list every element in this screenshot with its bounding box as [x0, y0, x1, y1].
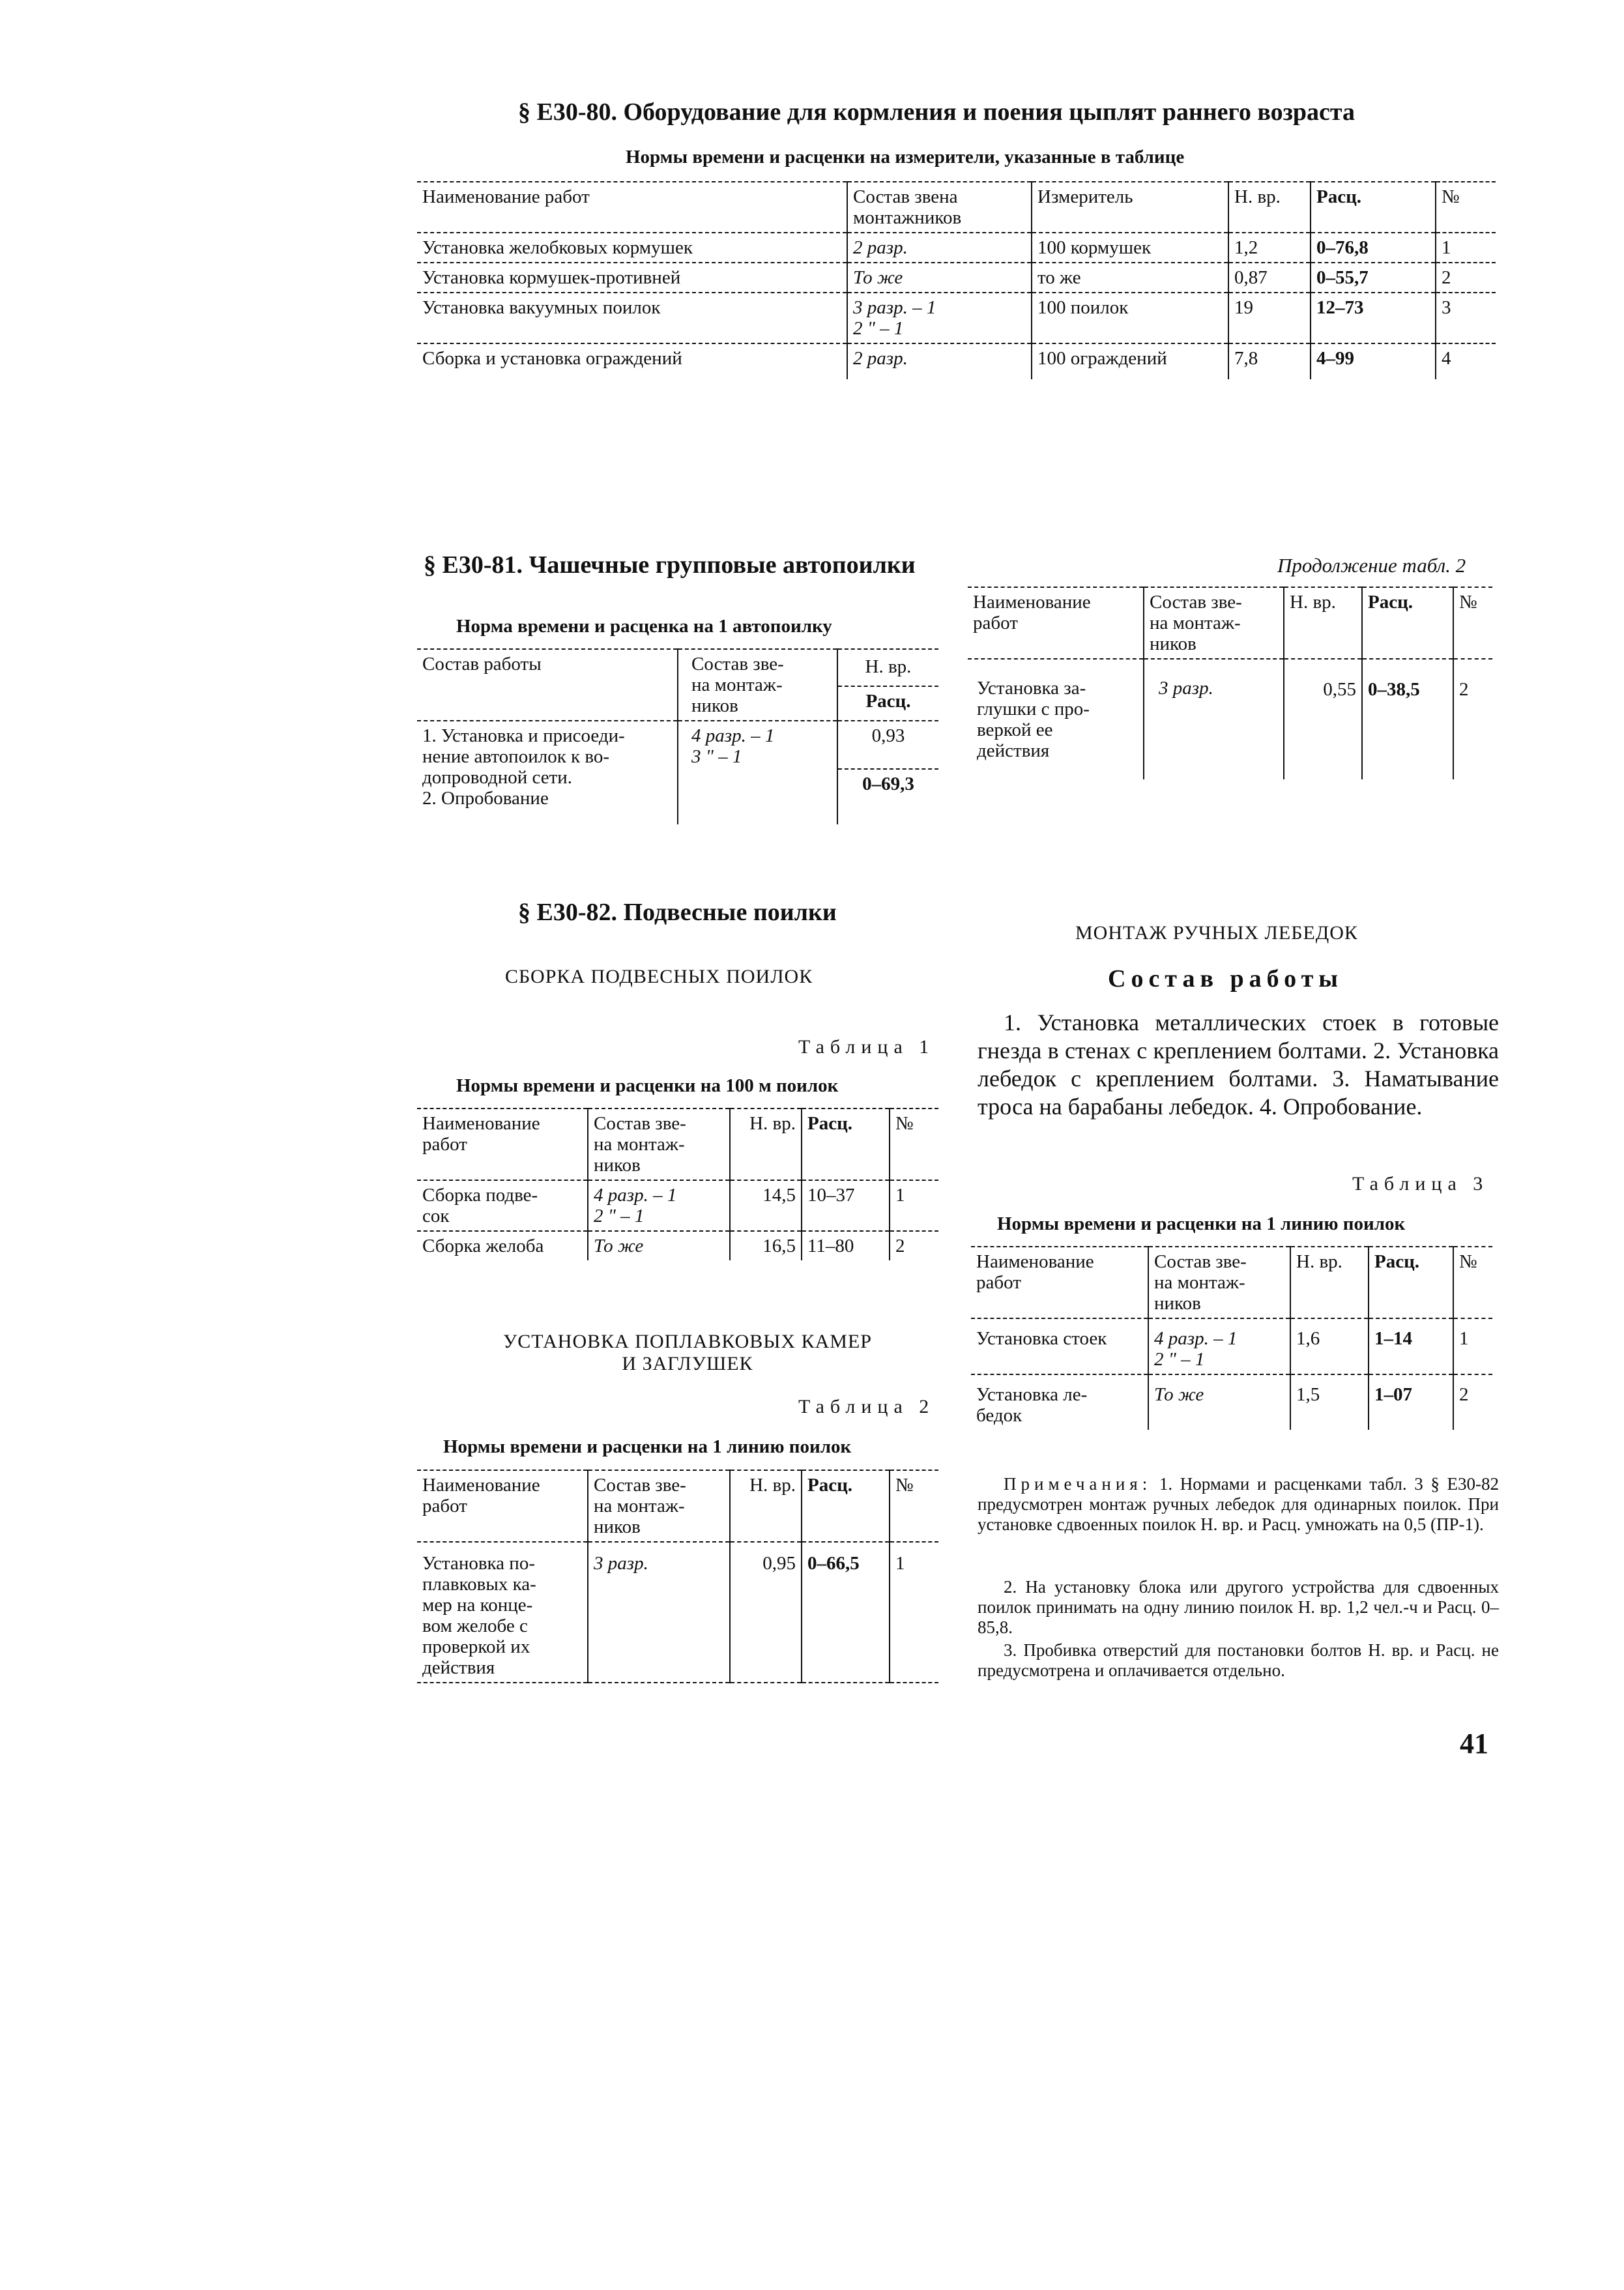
cell: 0–38,5	[1362, 659, 1453, 779]
header-cell: Н. вр.	[730, 1109, 802, 1180]
header-cell: Расц.	[837, 686, 938, 721]
cell: 1,6	[1290, 1318, 1369, 1374]
table-row	[417, 293, 1496, 343]
page-number: 41	[1460, 1728, 1488, 1760]
table-row	[417, 1542, 938, 1683]
table-continuation-2	[968, 587, 1492, 779]
header-cell: Расц.	[802, 1470, 890, 1542]
table-row	[417, 1180, 938, 1231]
section-e30-80-caption: Нормы времени и расценки на измерители, указанные в таблице	[626, 147, 1185, 167]
cell: 0–55,7	[1311, 263, 1436, 293]
header-cell: Расц.	[1369, 1247, 1453, 1318]
cell: 1–14	[1369, 1318, 1453, 1374]
header-cell: Расц.	[1362, 587, 1453, 659]
header-cell: Н. вр.	[1284, 587, 1362, 659]
table-row	[417, 721, 938, 769]
cell: 0–76,8	[1311, 233, 1436, 263]
note-3: 3. Пробивка отверстий для постановки болтов Н. вр. и Расц. не предусмотрена и оплачивается отдельно.	[978, 1640, 1499, 1680]
table-1	[417, 1108, 938, 1260]
table-row	[971, 1318, 1492, 1374]
cell: 4 разр. – 1 2 " – 1	[1148, 1318, 1290, 1374]
header-cell: Расц.	[1311, 182, 1436, 233]
cell: Сборка и установка ограждений	[417, 343, 847, 379]
table-row	[417, 263, 1496, 293]
section-e30-80-title: § Е30-80. Оборудование для кормления и поения цыплят раннего возраста	[518, 98, 1355, 126]
cell: 0,87	[1228, 263, 1311, 293]
header-cell: Состав зве- на монтаж- ников	[588, 1109, 730, 1180]
cell: 3 разр. – 1 2 " – 1	[847, 293, 1032, 343]
cell: 10–37	[802, 1180, 890, 1231]
cell: То же	[588, 1231, 730, 1260]
table-row	[968, 659, 1492, 779]
cell: то же	[1032, 263, 1228, 293]
cell: 1,2	[1228, 233, 1311, 263]
cell: 4 разр. – 1 2 " – 1	[588, 1180, 730, 1231]
cell: 100 поилок	[1032, 293, 1228, 343]
note-1	[978, 1474, 1499, 1535]
header-cell: Наименование работ	[417, 182, 847, 233]
cell: Установка кормушек-противней	[417, 263, 847, 293]
header-cell: №	[1453, 1247, 1492, 1318]
cell: 0,95	[730, 1542, 802, 1683]
header-cell: Расц.	[802, 1109, 890, 1180]
note-2: 2. На установку блока или другого устройства для сдвоенных поилок принимать на одну линию поилок Н. вр. 1,2 чел.-ч и Расц. 0–85,8.	[978, 1577, 1499, 1637]
subsection-heading: УСТАНОВКА ПОПЛАВКОВЫХ КАМЕР И ЗАГЛУШЕК	[503, 1331, 872, 1374]
table-3	[971, 1246, 1492, 1430]
header-cell: Н. вр.	[837, 649, 938, 686]
cell: Установка ле- бедок	[971, 1374, 1148, 1430]
table-3-label: Таблица 3	[1352, 1173, 1489, 1195]
cell: 100 ограждений	[1032, 343, 1228, 379]
header-cell: №	[1436, 182, 1496, 233]
cell: 1	[890, 1180, 938, 1231]
header-cell: Состав зве- на монтаж- ников	[1148, 1247, 1290, 1318]
table-row	[417, 1231, 938, 1260]
header-cell: Состав работы	[417, 649, 678, 721]
continuation-label: Продолжение табл. 2	[1277, 554, 1466, 577]
table-row	[971, 1374, 1492, 1430]
cell: 12–73	[1311, 293, 1436, 343]
cell: 1	[1453, 1318, 1492, 1374]
cell: 0–66,5	[802, 1542, 890, 1683]
table-1-label: Таблица 1	[798, 1036, 935, 1058]
cell: 2	[1453, 1374, 1492, 1430]
table-row	[417, 233, 1496, 263]
cell: 3	[1436, 293, 1496, 343]
cell: 7,8	[1228, 343, 1311, 379]
header-cell: №	[1453, 587, 1492, 659]
cell: Установка за- глушки с про- веркой ее действия	[968, 659, 1144, 779]
cell: 4	[1436, 343, 1496, 379]
cell: 19	[1228, 293, 1311, 343]
table-row	[417, 343, 1496, 379]
cell: Установка желобковых кормушек	[417, 233, 847, 263]
winch-heading: МОНТАЖ РУЧНЫХ ЛЕБЕДОК	[1075, 922, 1358, 944]
cell: 3 разр.	[1144, 659, 1284, 779]
header-cell: Н. вр.	[1290, 1247, 1369, 1318]
header-cell: Наименование работ	[971, 1247, 1148, 1318]
cell: Сборка желоба	[417, 1231, 588, 1260]
subsection-heading: СБОРКА ПОДВЕСНЫХ ПОИЛОК	[505, 966, 813, 987]
cell: 1–07	[1369, 1374, 1453, 1430]
cell: 1,5	[1290, 1374, 1369, 1430]
cell: 2	[1453, 659, 1492, 779]
section-e30-81-title: § Е30-81. Чашечные групповые автопоилки	[424, 551, 916, 579]
table-2	[417, 1470, 938, 1683]
section-e30-82-title: § Е30-82. Подвесные поилки	[518, 899, 837, 926]
work-composition-heading: Состав работы	[1108, 965, 1343, 993]
cell: 0,55	[1284, 659, 1362, 779]
table-2-label: Таблица 2	[798, 1396, 935, 1417]
cell: 1	[1436, 233, 1496, 263]
cell: Сборка подве- сок	[417, 1180, 588, 1231]
table-e30-81	[417, 648, 938, 824]
cell: 4–99	[1311, 343, 1436, 379]
cell: 2 разр.	[847, 233, 1032, 263]
header-cell: Наименование работ	[417, 1109, 588, 1180]
cell: 14,5	[730, 1180, 802, 1231]
header-cell: Измеритель	[1032, 182, 1228, 233]
cell: То же	[1148, 1374, 1290, 1430]
table-1-caption: Нормы времени и расценки на 100 м поилок	[456, 1075, 839, 1096]
table-e30-80	[417, 181, 1496, 379]
cell: 2	[890, 1231, 938, 1260]
section-e30-81-caption: Норма времени и расценка на 1 автопоилку	[456, 616, 832, 637]
header-cell: Н. вр.	[1228, 182, 1311, 233]
header-cell: Наименование работ	[968, 587, 1144, 659]
cell: 2 разр.	[847, 343, 1032, 379]
cell: 3 разр.	[588, 1542, 730, 1683]
cell: 0–69,3	[862, 774, 914, 794]
note-1-text: 1. Нормами и расценками табл. 3 § Е30-82 предусмотрен монтаж ручных лебедок для одинарных поилок. При установке сдвоенных поилок Н. вр. и Расц. умножать на 0,5 (ПР-1).	[978, 1474, 1499, 1534]
cell: 4 разр. – 1 3 " – 1	[678, 721, 837, 824]
cell: 100 кормушек	[1032, 233, 1228, 263]
notes-label: Примечания:	[1004, 1474, 1152, 1494]
header-cell: Н. вр.	[730, 1470, 802, 1542]
cell: 1. Установка и присоеди- нение автопоилок к во- допроводной сети. 2. Опробование	[417, 721, 678, 824]
header-cell: Состав зве- на монтаж- ников	[588, 1470, 730, 1542]
cell: 11–80	[802, 1231, 890, 1260]
table-2-caption: Нормы времени и расценки на 1 линию поилок	[443, 1436, 852, 1457]
header-cell: №	[890, 1470, 938, 1542]
cell: 2	[1436, 263, 1496, 293]
header-cell: №	[890, 1109, 938, 1180]
cell: 1	[890, 1542, 938, 1683]
header-cell: Состав звена монтажников	[847, 182, 1032, 233]
table-3-caption: Нормы времени и расценки на 1 линию поилок	[997, 1213, 1406, 1234]
cell: То же	[847, 263, 1032, 293]
cell: 16,5	[730, 1231, 802, 1260]
cell: Установка по- плавковых ка- мер на конце- вом желобе с проверкой их действия	[417, 1542, 588, 1683]
header-cell: Наименование работ	[417, 1470, 588, 1542]
header-cell: Состав зве- на монтаж- ников	[678, 649, 837, 721]
work-composition-text: 1. Установка металлических стоек в готовые гнезда в стенах с креплением болтами. 2. Установка лебедок с креплением болтами. 3. Наматывание троса на барабаны лебедок. 4. Опробование.	[978, 1009, 1499, 1120]
cell: Установка стоек	[971, 1318, 1148, 1374]
header-cell: Состав зве- на монтаж- ников	[1144, 587, 1284, 659]
cell: Установка вакуумных поилок	[417, 293, 847, 343]
cell: 0,93	[837, 721, 938, 769]
